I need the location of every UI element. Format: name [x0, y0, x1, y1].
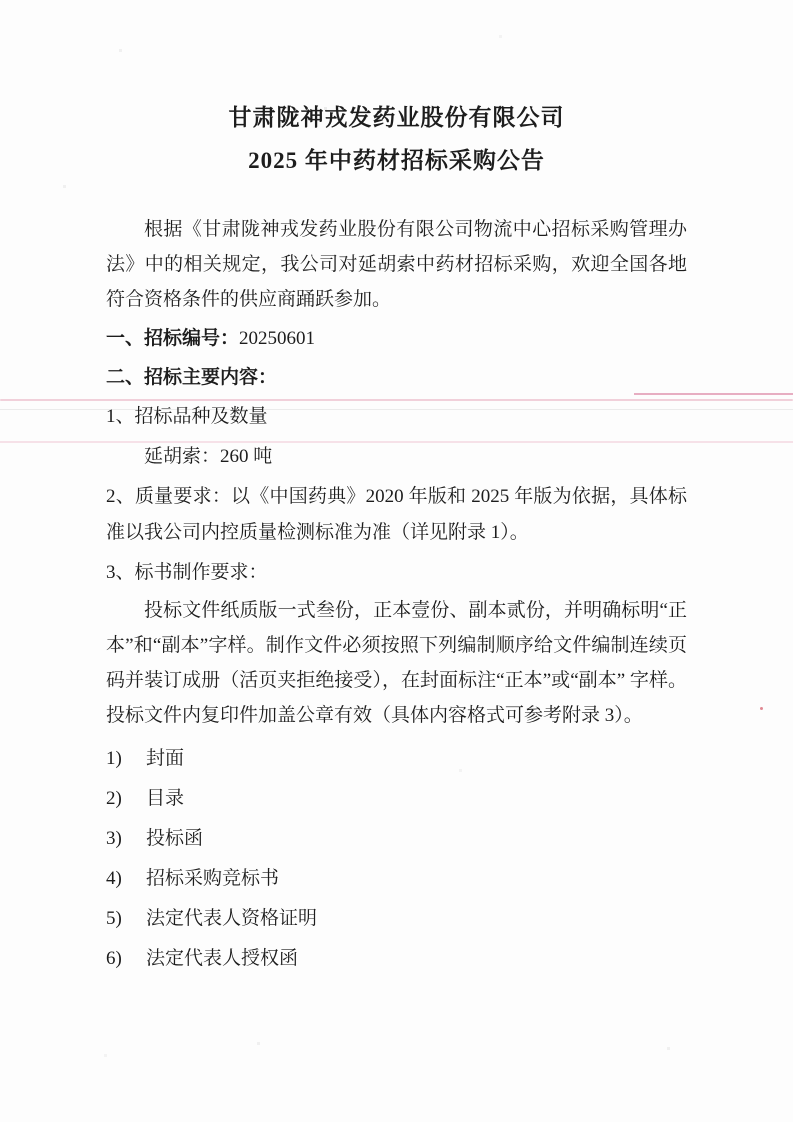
list-item-label: 封面 — [146, 748, 185, 769]
list-item-number: 3) — [106, 828, 122, 849]
list-item-label: 法定代表人授权函 — [146, 948, 299, 969]
list-item — [106, 899, 687, 939]
section-bid-number-label: 一、招标编号： — [106, 328, 240, 349]
item-variety-quantity: 1、招标品种及数量 — [106, 406, 268, 427]
list-item — [106, 779, 687, 819]
intro-paragraph: 根据《甘肃陇神戎发药业股份有限公司物流中心招标采购管理办法》中的相关规定，我公司对延胡索中药材招标采购，欢迎全国各地符合资格条件的供应商踊跃参加。 — [106, 219, 687, 310]
list-item-number: 2) — [106, 788, 122, 809]
title-line-2: 2025 年中药材招标采购公告 — [248, 148, 545, 173]
list-item-number: 1) — [106, 748, 122, 769]
list-item-label: 法定代表人资格证明 — [146, 908, 318, 929]
list-item-number: 4) — [106, 868, 122, 889]
bid-doc-instructions-paragraph: 投标文件纸质版一式叁份，正本壹份、副本贰份，并明确标明“正本”和“副本”字样。制作文件必须按照下列编制顺序给文件编制连续页码并装订成册（活页夹拒绝接受），在封面标注“正本”或“副本” 字样。投标文件内复印件加盖公章有效（具体内容格式可参考附录 3）。 — [106, 600, 687, 726]
list-item — [106, 859, 687, 899]
section-main-content-label: 二、招标主要内容： — [106, 367, 278, 388]
list-item — [106, 739, 687, 779]
section-main-content — [106, 360, 687, 395]
section-bid-number-value: 20250601 — [239, 328, 316, 349]
list-item — [106, 819, 687, 859]
item-variety-detail: 延胡索：260 吨 — [144, 446, 273, 467]
list-item-label: 投标函 — [146, 828, 204, 849]
section-bid-number — [106, 321, 687, 356]
item-quality-requirement: 2、质量要求：以《中国药典》2020 年版和 2025 年版为依据，具体标准以我公司内控质量检测标准为准（详见附录 1）。 — [106, 486, 687, 543]
list-item-number: 6) — [106, 948, 122, 969]
bid-doc-order-list — [106, 739, 687, 979]
document-title — [106, 96, 687, 182]
item-bid-doc-requirement: 3、标书制作要求： — [106, 562, 268, 583]
title-line-1: 甘肃陇神戎发药业股份有限公司 — [228, 105, 565, 130]
list-item-label: 招标采购竞标书 — [146, 868, 280, 889]
list-item-label: 目录 — [146, 788, 185, 809]
list-item — [106, 939, 687, 979]
list-item-number: 5) — [106, 908, 122, 929]
